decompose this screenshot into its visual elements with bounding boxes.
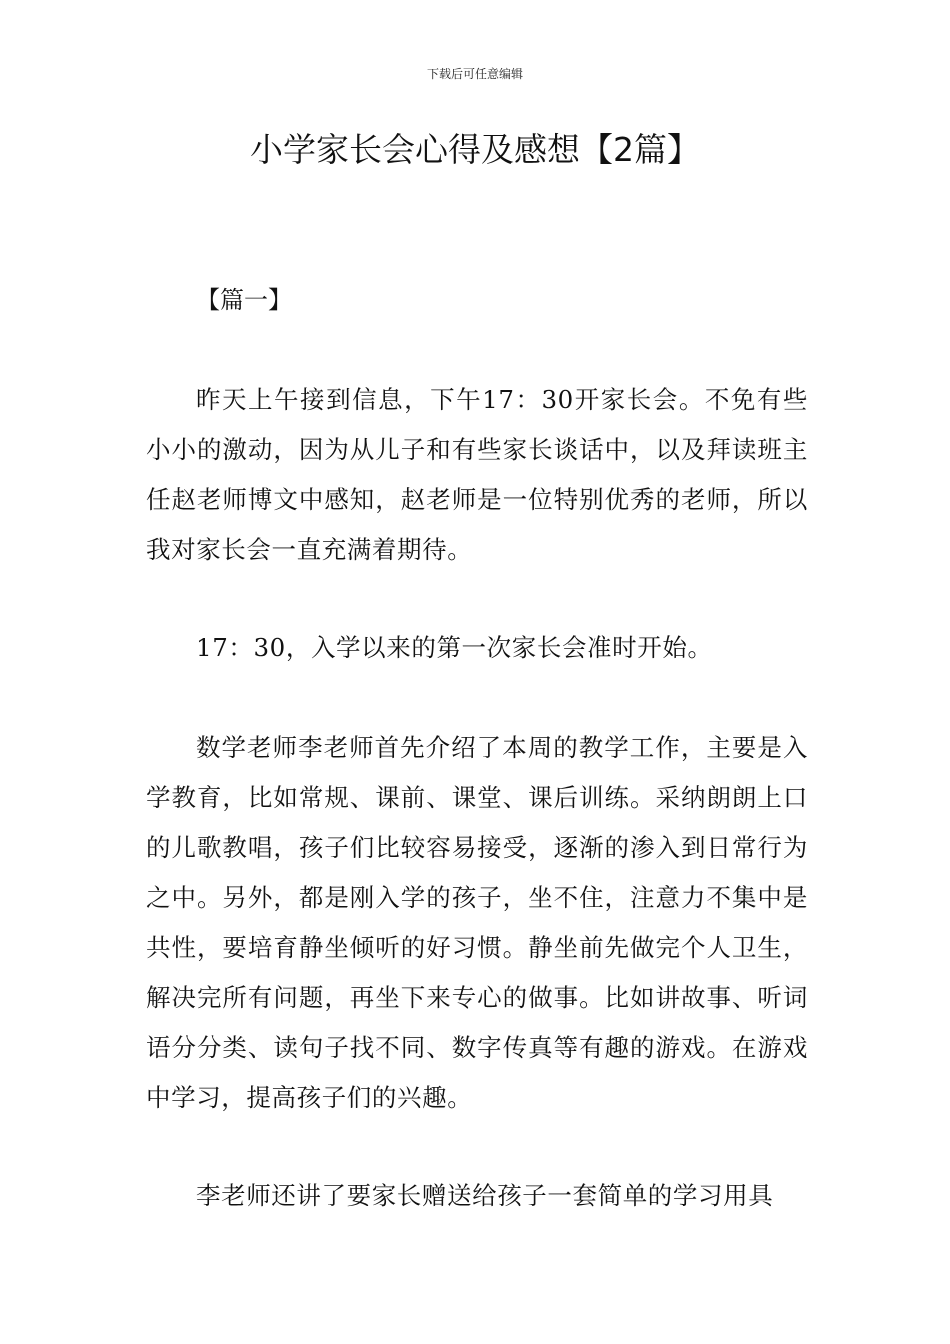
paragraph-3: 数学老师李老师首先介绍了本周的教学工作，主要是入学教育，比如常规、课前、课堂、课后训练。采纳朗朗上口的儿歌教唱，孩子们比较容易接受，逐渐的渗入到日常行为之中。另外，都是刚入学的孩子，坐不住，注意力不集中是共性，要培育静坐倾听的好习惯。静坐前先做完个人卫生，解决完所有问题，再坐下来专心的做事。比如讲故事、听词语分分类、读句子找不同、数字传真等有趣的游戏。在游戏中学习，提高孩子们的兴趣。 bbox=[146, 733, 808, 1112]
paragraph-1: 昨天上午接到信息，下午17：30开家长会。不免有些小小的激动，因为从儿子和有些家长谈话中，以及拜读班主任赵老师博文中感知，赵老师是一位特别优秀的老师，所以我对家长会一直充满着期待。 bbox=[146, 385, 808, 564]
paragraph-2: 17：30，入学以来的第一次家长会准时开始。 bbox=[196, 633, 713, 662]
paragraph-4: 李老师还讲了要家长赠送给孩子一套简单的学习用具 bbox=[196, 1181, 774, 1210]
section-heading: 【篇一】 bbox=[196, 286, 292, 314]
document-title: 小学家长会心得及感想【2篇】 bbox=[250, 130, 700, 169]
header-note: 下载后可任意编辑 bbox=[426, 67, 523, 81]
